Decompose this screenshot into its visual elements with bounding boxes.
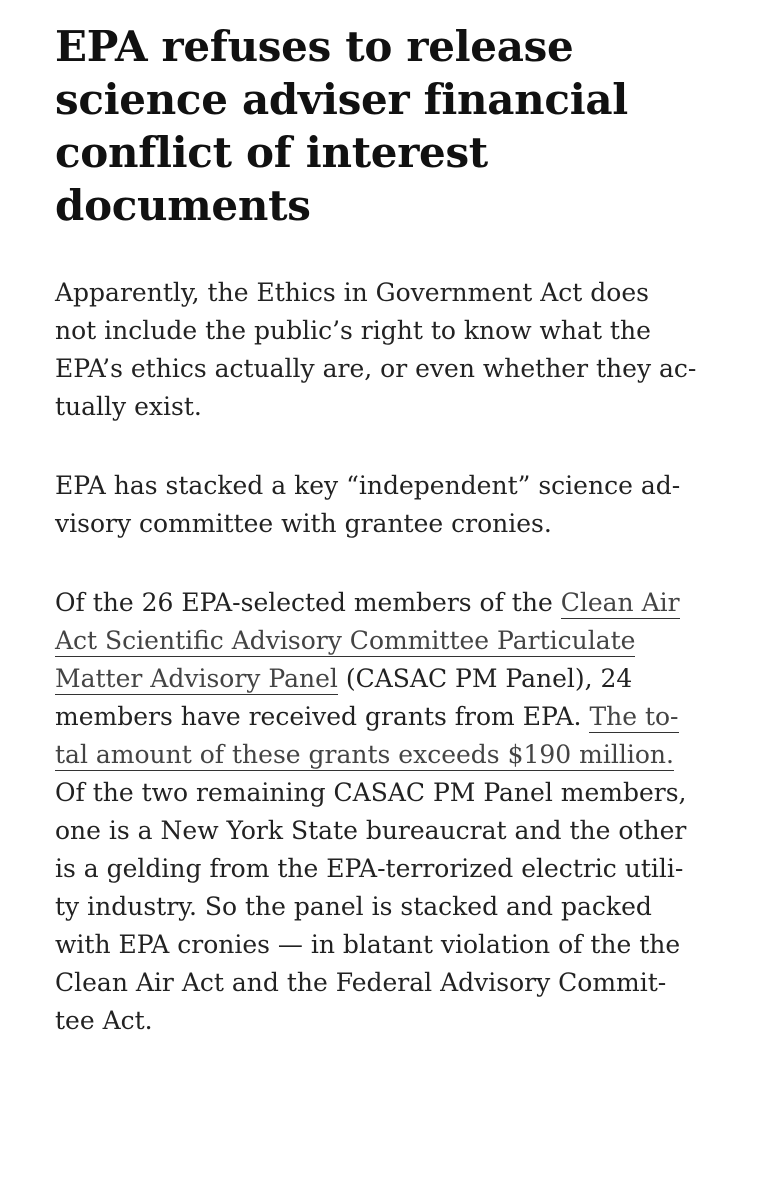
paragraph-ethics-act xyxy=(55,274,742,426)
casac-panel-link[interactable]: Matter Advisory Panel xyxy=(55,664,338,693)
article-title xyxy=(55,20,742,232)
title-line: conflict of interest xyxy=(55,128,488,177)
paragraph-text: members have received grants from EPA. xyxy=(55,702,590,731)
paragraph-line: is a gelding from the EPA-terrorized electric utili- xyxy=(55,854,684,883)
paragraph-line: Of the two remaining CASAC PM Panel members, xyxy=(55,778,687,807)
paragraph-line: tually exist. xyxy=(55,392,202,421)
paragraph-line xyxy=(55,584,742,622)
paragraph-stacked-committee xyxy=(55,467,742,543)
paragraph-line: not include the public’s right to know what the xyxy=(55,316,651,345)
casac-panel-link[interactable]: Act Scientific Advisory Committee Particulate xyxy=(55,626,636,655)
paragraph-line xyxy=(55,736,742,774)
paragraph-line: Apparently, the Ethics in Government Act does xyxy=(55,278,649,307)
paragraph-line: visory committee with grantee cronies. xyxy=(55,509,552,538)
paragraph-line: with EPA cronies — in blatant violation of the the xyxy=(55,930,681,959)
paragraph-text: Of the 26 EPA-selected members of the xyxy=(55,588,561,617)
grants-total-link[interactable]: The to- xyxy=(589,702,679,731)
paragraph-line: ty industry. So the panel is stacked and packed xyxy=(55,892,652,921)
paragraph-line xyxy=(55,622,742,660)
casac-panel-link[interactable]: Clean Air xyxy=(560,588,680,617)
grants-total-link[interactable]: tal amount of these grants exceeds $190 million. xyxy=(55,740,674,769)
paragraph-line xyxy=(55,698,742,736)
paragraph-line: one is a New York State bureaucrat and the other xyxy=(55,816,687,845)
paragraph-line: EPA’s ethics actually are, or even whether they ac- xyxy=(55,354,697,383)
paragraph-line: tee Act. xyxy=(55,1006,153,1035)
paragraph-line: EPA has stacked a key “independent” science ad- xyxy=(55,471,681,500)
title-line: EPA refuses to release xyxy=(55,22,574,71)
title-line: documents xyxy=(55,181,311,230)
title-line: science adviser financial xyxy=(55,75,628,124)
paragraph-casac-panel xyxy=(55,584,742,1040)
paragraph-line: Clean Air Act and the Federal Advisory Commit- xyxy=(55,968,667,997)
paragraph-text: (CASAC PM Panel), 24 xyxy=(337,664,633,693)
paragraph-line xyxy=(55,660,742,698)
